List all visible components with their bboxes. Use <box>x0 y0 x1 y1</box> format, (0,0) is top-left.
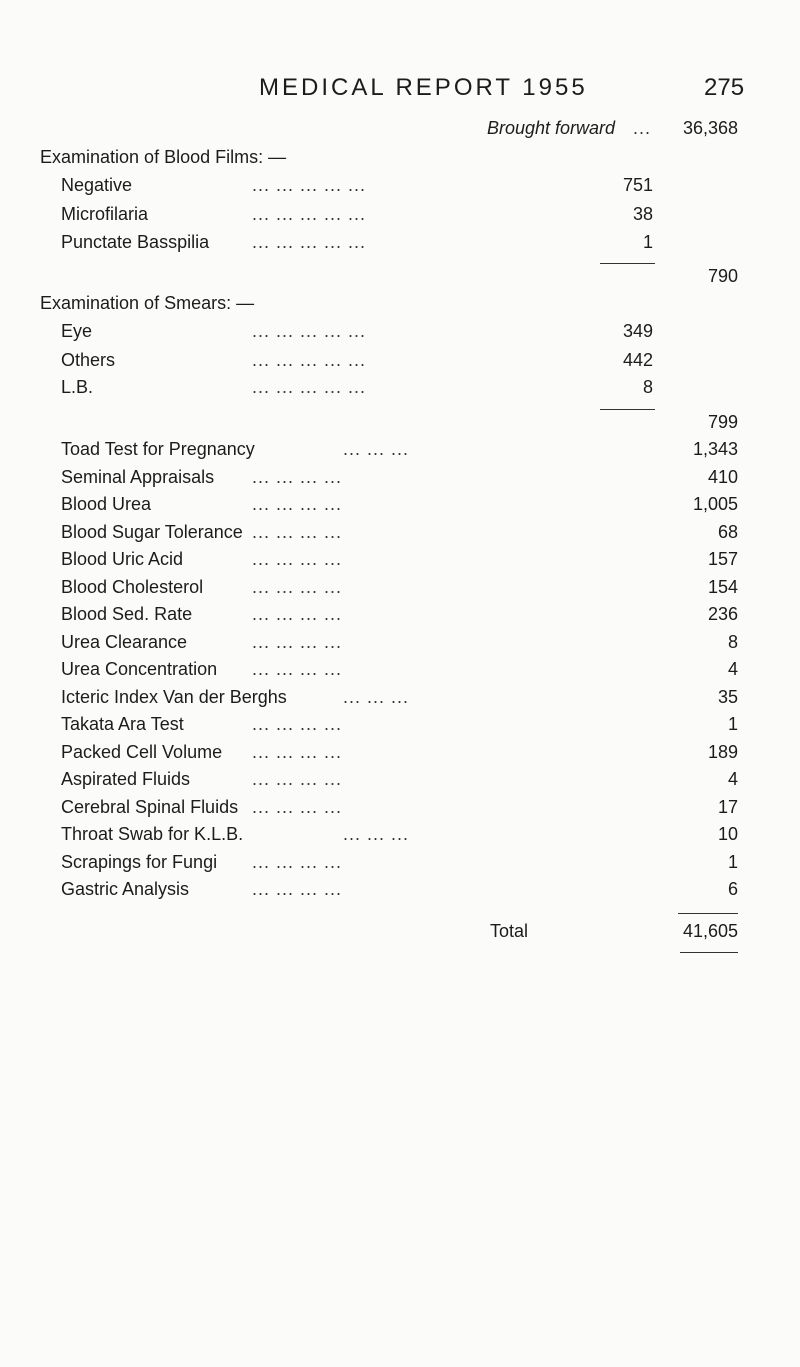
list-item <box>0 232 800 262</box>
list-item <box>0 175 800 205</box>
item-value: 17 <box>717 797 738 817</box>
leader-dots: ... ... ... <box>343 439 410 459</box>
item-label: Packed Cell Volume <box>61 742 223 762</box>
list-item <box>0 879 800 909</box>
subtotal-row <box>0 412 800 442</box>
item-label: Scrapings for Fungi <box>61 852 218 872</box>
leader-dots: ... ... ... ... <box>252 604 343 624</box>
brought-forward-label: Brought forward <box>487 118 616 138</box>
leader-dots: ... <box>633 118 652 138</box>
leader-dots: ... ... ... ... ... <box>252 175 367 195</box>
item-label: Aspirated Fluids <box>61 769 191 789</box>
item-value: 6 <box>727 879 738 899</box>
item-label: Blood Sed. Rate <box>61 604 193 624</box>
list-item <box>0 714 800 744</box>
list-item <box>0 769 800 799</box>
page-number: 275 <box>704 74 745 101</box>
item-label: Takata Ara Test <box>61 714 184 734</box>
list-item <box>0 577 800 607</box>
leader-dots: ... ... ... ... <box>252 632 343 652</box>
item-label: Negative <box>61 175 133 195</box>
item-value: 751 <box>622 175 653 195</box>
total-rule-bottom <box>680 952 738 953</box>
list-item <box>0 439 800 469</box>
item-label: L.B. <box>61 377 94 397</box>
leader-dots: ... ... ... ... <box>252 742 343 762</box>
item-label: Urea Clearance <box>61 632 188 652</box>
item-value: 189 <box>707 742 738 762</box>
subtotal-rule <box>600 263 655 264</box>
item-label: Blood Cholesterol <box>61 577 204 597</box>
leader-dots: ... ... ... ... ... <box>252 377 367 397</box>
brought-forward-row <box>0 118 800 148</box>
total-rule-top <box>678 913 738 914</box>
list-item <box>0 494 800 524</box>
smears-subtotal: 799 <box>707 412 738 432</box>
list-item <box>0 377 800 407</box>
list-item <box>0 204 800 234</box>
list-item <box>0 467 800 497</box>
list-item <box>0 321 800 351</box>
item-label: Toad Test for Pregnancy <box>61 439 255 459</box>
leader-dots: ... ... ... ... <box>252 659 343 679</box>
list-item <box>0 797 800 827</box>
item-value: 1,343 <box>692 439 738 459</box>
leader-dots: ... ... ... ... ... <box>252 204 367 224</box>
blood-films-heading: Examination of Blood Films: — <box>40 147 287 167</box>
item-value: 68 <box>717 522 738 542</box>
item-label: Icteric Index Van der Berghs <box>61 687 287 707</box>
leader-dots: ... ... ... ... <box>252 494 343 514</box>
list-item <box>0 824 800 854</box>
leader-dots: ... ... ... ... <box>252 797 343 817</box>
item-label: Cerebral Spinal Fluids <box>61 797 239 817</box>
report-title: MEDICAL REPORT 1955 <box>259 74 588 101</box>
leader-dots: ... ... ... ... ... <box>252 321 367 341</box>
leader-dots: ... ... ... ... <box>252 769 343 789</box>
item-label: Blood Uric Acid <box>61 549 184 569</box>
item-label: Others <box>61 350 116 370</box>
item-value: 157 <box>707 549 738 569</box>
leader-dots: ... ... ... ... <box>252 549 343 569</box>
list-item <box>0 659 800 689</box>
list-item <box>0 604 800 634</box>
subtotal-row <box>0 266 800 296</box>
item-value: 154 <box>707 577 738 597</box>
leader-dots: ... ... ... ... <box>252 522 343 542</box>
item-value: 1 <box>642 232 653 252</box>
list-item <box>0 549 800 579</box>
item-label: Urea Concentration <box>61 659 218 679</box>
item-value: 10 <box>717 824 738 844</box>
item-label: Punctate Basspilia <box>61 232 210 252</box>
list-item <box>0 852 800 882</box>
item-value: 38 <box>632 204 653 224</box>
leader-dots: ... ... ... ... <box>252 577 343 597</box>
blood-films-subtotal: 790 <box>707 266 738 286</box>
item-value: 4 <box>727 659 738 679</box>
total-row <box>0 921 800 951</box>
item-value: 1 <box>727 852 738 872</box>
total-value: 41,605 <box>682 921 738 941</box>
smears-heading: Examination of Smears: — <box>40 293 255 313</box>
leader-dots: ... ... ... ... <box>252 852 343 872</box>
section-heading <box>0 147 800 177</box>
item-value: 442 <box>622 350 653 370</box>
item-value: 1 <box>727 714 738 734</box>
item-value: 410 <box>707 467 738 487</box>
total-label: Total <box>490 921 529 941</box>
item-value: 1,005 <box>692 494 738 514</box>
list-item <box>0 350 800 380</box>
leader-dots: ... ... ... ... <box>252 467 343 487</box>
subtotal-rule <box>600 409 655 410</box>
list-item <box>0 742 800 772</box>
leader-dots: ... ... ... <box>343 824 410 844</box>
brought-forward-value: 36,368 <box>682 118 738 138</box>
list-item <box>0 687 800 717</box>
item-value: 236 <box>707 604 738 624</box>
item-value: 8 <box>727 632 738 652</box>
item-label: Gastric Analysis <box>61 879 190 899</box>
list-item <box>0 632 800 662</box>
item-label: Seminal Appraisals <box>61 467 215 487</box>
leader-dots: ... ... ... ... ... <box>252 232 367 252</box>
leader-dots: ... ... ... ... ... <box>252 350 367 370</box>
item-label: Throat Swab for K.L.B. <box>61 824 244 844</box>
item-value: 35 <box>717 687 738 707</box>
item-label: Blood Urea <box>61 494 152 514</box>
item-value: 349 <box>622 321 653 341</box>
leader-dots: ... ... ... ... <box>252 714 343 734</box>
item-value: 4 <box>727 769 738 789</box>
list-item <box>0 522 800 552</box>
leader-dots: ... ... ... <box>343 687 410 707</box>
leader-dots: ... ... ... ... <box>252 879 343 899</box>
item-value: 8 <box>642 377 653 397</box>
item-label: Microfilaria <box>61 204 149 224</box>
section-heading <box>0 293 800 323</box>
item-label: Eye <box>61 321 93 341</box>
item-label: Blood Sugar Tolerance <box>61 522 243 542</box>
